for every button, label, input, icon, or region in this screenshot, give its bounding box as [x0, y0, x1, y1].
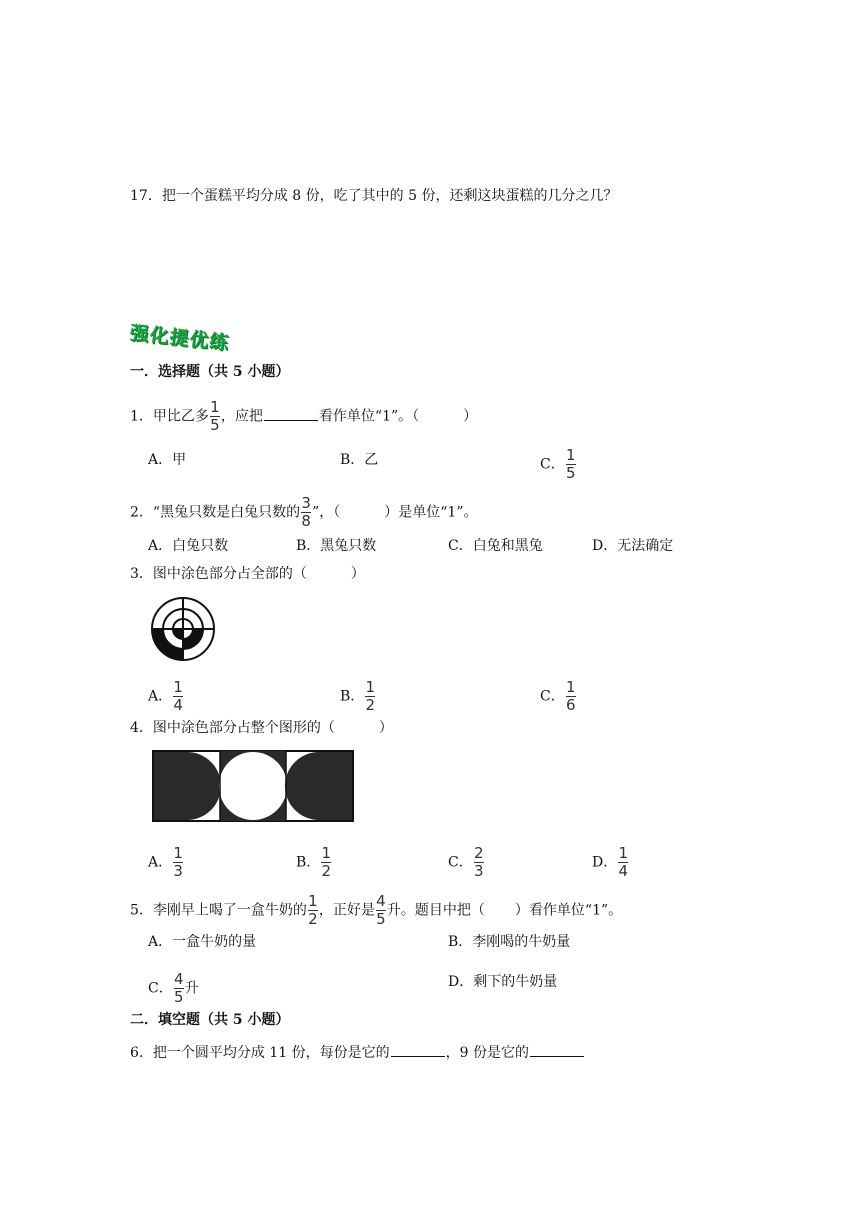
question-number: 1．: [130, 408, 153, 425]
option-a[interactable]: [148, 932, 256, 952]
numerator: 1: [565, 678, 576, 696]
option-a[interactable]: [148, 846, 184, 879]
question-3: [130, 564, 365, 584]
option-label: B．: [296, 538, 321, 554]
question-number: 17．: [130, 188, 162, 204]
question-text: ”，（: [312, 504, 341, 521]
option-label: C．: [148, 980, 173, 997]
question-text: 把一个圆平均分成 11 份，每份是它的: [152, 1045, 390, 1061]
denominator: 5: [210, 416, 220, 434]
denominator: 2: [321, 862, 332, 880]
rectangle-circles-figure: [152, 750, 354, 822]
concentric-circle-figure: [150, 596, 216, 662]
option-d[interactable]: [592, 536, 673, 556]
question-text: 看作单位“1”。（: [318, 408, 420, 425]
fraction: [618, 846, 628, 879]
option-label: C．: [448, 854, 473, 871]
option-a[interactable]: [148, 450, 186, 470]
option-text: 黑兔只数: [320, 538, 377, 554]
fraction: [566, 680, 576, 713]
option-text: 甲: [172, 452, 187, 468]
option-label: A．: [148, 854, 173, 871]
option-label: B．: [340, 688, 365, 705]
option-label: B．: [340, 452, 365, 468]
close-paren: ）: [463, 408, 478, 425]
fraction: [365, 680, 375, 713]
fraction: [210, 400, 220, 433]
option-c[interactable]: [148, 972, 199, 1005]
section-title-choice: 一．选择题（共 5 小题）: [130, 364, 290, 380]
question-text: ，9 份是它的: [445, 1045, 529, 1061]
question-number: 3．: [130, 566, 153, 582]
option-b[interactable]: [296, 536, 376, 556]
close-paren: ）: [378, 720, 393, 736]
option-text: 无法确定: [617, 538, 674, 554]
numerator: 1: [173, 844, 183, 862]
numerator: 1: [321, 844, 332, 862]
answer-blank[interactable]: [391, 1042, 445, 1057]
option-text: 一盒牛奶的量: [172, 934, 257, 950]
question-number: 5．: [130, 902, 153, 919]
question-number: 4．: [130, 720, 153, 736]
answer-blank[interactable]: [264, 406, 318, 421]
question-text: 图中涂色部分占全部的（: [152, 566, 307, 582]
option-b[interactable]: [296, 846, 332, 879]
option-text: 剩下的牛奶量: [473, 974, 558, 990]
question-5: [130, 894, 622, 927]
option-b[interactable]: [340, 450, 378, 470]
numerator: 3: [301, 494, 311, 512]
denominator: 2: [308, 910, 318, 928]
fraction: [321, 846, 331, 879]
numerator: 1: [210, 398, 220, 416]
option-label: B．: [296, 854, 321, 871]
option-c[interactable]: [448, 846, 485, 879]
question-1: [130, 400, 477, 433]
option-text: 升: [184, 980, 199, 997]
question-text: ）看作单位“1”。: [514, 902, 623, 919]
close-paren: ）: [350, 566, 365, 582]
option-label: C．: [448, 538, 473, 554]
question-4: [130, 718, 393, 738]
question-text: ，正好是: [318, 902, 375, 919]
question-text: 李刚早上喝了一盒牛奶的: [152, 902, 307, 919]
denominator: 5: [565, 464, 576, 482]
denominator: 8: [301, 512, 311, 530]
numerator: 1: [365, 678, 376, 696]
denominator: 3: [173, 862, 183, 880]
fraction: [566, 448, 576, 481]
option-a[interactable]: [148, 680, 184, 713]
section-title-fill: 二．填空题（共 5 小题）: [130, 1012, 290, 1028]
question-2: [130, 496, 478, 529]
question-text: 图中涂色部分占整个图形的（: [152, 720, 335, 736]
option-b[interactable]: [340, 680, 376, 713]
numerator: 4: [376, 892, 386, 910]
numerator: 4: [173, 970, 184, 988]
numerator: 1: [565, 446, 576, 464]
fraction: [474, 846, 484, 879]
fraction: [376, 894, 386, 927]
question-number: 6．: [130, 1045, 153, 1061]
option-text: 乙: [364, 452, 379, 468]
denominator: 5: [376, 910, 386, 928]
fraction: [301, 496, 311, 529]
numerator: 1: [173, 678, 183, 696]
section-badge: 强化提优练: [128, 322, 231, 355]
option-text: 李刚喝的牛奶量: [472, 934, 571, 950]
option-label: A．: [148, 452, 173, 468]
denominator: 2: [365, 696, 376, 714]
option-text: 白兔只数: [172, 538, 229, 554]
option-text: 白兔和黑兔: [472, 538, 543, 554]
option-c[interactable]: [540, 448, 577, 481]
question-text: ）是单位“1”。: [384, 504, 478, 521]
answer-blank[interactable]: [530, 1042, 584, 1057]
numerator: 1: [308, 892, 318, 910]
numerator: 1: [618, 844, 628, 862]
option-label: C．: [540, 688, 565, 705]
option-label: A．: [148, 934, 173, 950]
option-c[interactable]: [540, 680, 577, 713]
denominator: 6: [565, 696, 576, 714]
denominator: 4: [173, 696, 183, 714]
question-text: 升。题目中把（: [386, 902, 485, 919]
question-text: 甲比乙多: [152, 408, 209, 425]
option-label: D．: [592, 854, 618, 871]
fraction: [174, 972, 184, 1005]
option-label: B．: [448, 934, 473, 950]
option-label: C．: [540, 456, 565, 473]
question-text: 把一个蛋糕平均分成 8 份，吃了其中的 5 份，还剩这块蛋糕的几分之几？: [161, 188, 618, 204]
option-d[interactable]: [592, 846, 629, 879]
option-label: D．: [592, 538, 618, 554]
denominator: 3: [473, 862, 484, 880]
question-text: “黑兔只数是白兔只数的: [152, 504, 301, 521]
option-c[interactable]: [448, 536, 543, 556]
denominator: 4: [618, 862, 628, 880]
option-label: A．: [148, 538, 173, 554]
fraction: [308, 894, 318, 927]
fraction: [173, 680, 183, 713]
option-b[interactable]: [448, 932, 570, 952]
question-number: 2．: [130, 504, 153, 521]
fraction: [173, 846, 183, 879]
option-label: A．: [148, 688, 173, 705]
denominator: 5: [173, 988, 184, 1006]
numerator: 2: [473, 844, 484, 862]
option-label: D．: [448, 974, 474, 990]
question-17: [130, 186, 617, 206]
question-6: [130, 1042, 585, 1063]
option-a[interactable]: [148, 536, 228, 556]
question-text: ，应把: [220, 408, 263, 425]
option-d[interactable]: [448, 972, 557, 992]
